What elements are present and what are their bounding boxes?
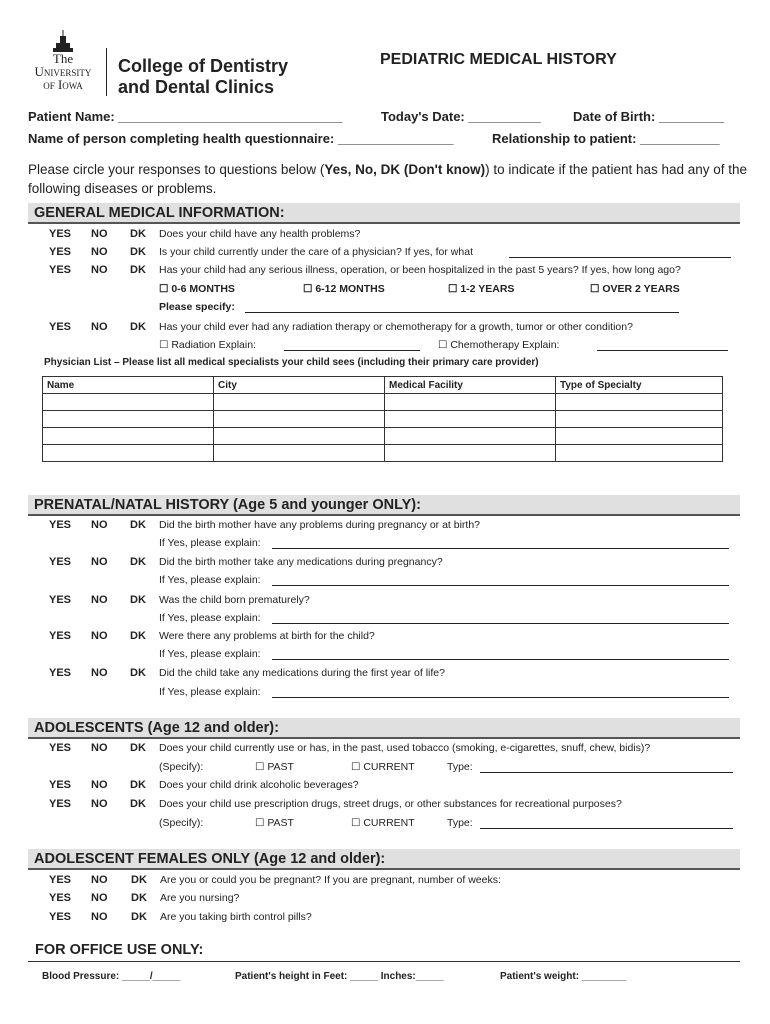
physician-list-note: Physician List – Please list all medical specialists your child sees (including their primary care provider) xyxy=(44,357,539,368)
radiation-explain-line[interactable] xyxy=(284,340,420,351)
no-option[interactable]: NO xyxy=(91,246,108,258)
column-name: Name xyxy=(43,377,214,394)
table-cell[interactable] xyxy=(43,428,214,445)
table-row[interactable] xyxy=(43,428,723,445)
dk-option[interactable]: DK xyxy=(130,228,146,240)
checkbox-0-6-months[interactable]: ☐ 0-6 MONTHS xyxy=(159,283,235,295)
logo-wordmark xyxy=(28,52,98,91)
document-title: PEDIATRIC MEDICAL HISTORY xyxy=(380,51,617,68)
no-option[interactable]: NO xyxy=(91,630,108,642)
yes-option[interactable]: YES xyxy=(49,742,72,754)
column-city: City xyxy=(214,377,385,394)
dk-option[interactable]: DK xyxy=(131,911,147,923)
table-cell[interactable] xyxy=(385,445,556,462)
yes-option[interactable]: YES xyxy=(49,874,72,886)
dk-option[interactable]: DK xyxy=(130,798,146,810)
office-divider xyxy=(28,961,740,962)
column-medical-facility: Medical Facility xyxy=(385,377,556,394)
yes-option[interactable]: YES xyxy=(49,798,72,810)
height-field[interactable]: Patient's height in Feet: _____ Inches:_____ xyxy=(235,971,444,982)
no-option[interactable]: NO xyxy=(91,911,108,923)
logo-university: University xyxy=(34,64,92,79)
question-text: Are you taking birth control pills? xyxy=(160,911,312,923)
no-option[interactable]: NO xyxy=(91,556,108,568)
office-use-heading: FOR OFFICE USE ONLY: xyxy=(35,942,204,958)
question-text: Is your child currently under the care of a physician? If yes, for what xyxy=(159,246,473,258)
yes-option[interactable]: YES xyxy=(49,594,72,606)
question-text: Did the child take any medications during the first year of life? xyxy=(159,667,445,679)
no-option[interactable]: NO xyxy=(91,519,108,531)
explain-label: If Yes, please explain: xyxy=(159,686,261,698)
explain-line[interactable] xyxy=(272,687,729,698)
no-option[interactable]: NO xyxy=(91,228,108,240)
table-cell[interactable] xyxy=(43,394,214,411)
logo-divider xyxy=(106,48,107,96)
instructions xyxy=(28,160,748,198)
question-text: Are you or could you be pregnant? If you are pregnant, number of weeks: xyxy=(160,874,501,886)
no-option[interactable]: NO xyxy=(91,742,108,754)
question-text: Has your child ever had any radiation therapy or chemotherapy for a growth, tumor or other condition? xyxy=(159,321,633,333)
no-option[interactable]: NO xyxy=(91,798,108,810)
table-cell[interactable] xyxy=(556,428,723,445)
yes-option[interactable]: YES xyxy=(49,228,72,240)
table-cell[interactable] xyxy=(43,445,214,462)
current-checkbox[interactable]: ☐ CURRENT xyxy=(351,817,415,829)
no-option[interactable]: NO xyxy=(91,874,108,886)
table-cell[interactable] xyxy=(214,428,385,445)
explain-line[interactable] xyxy=(272,649,729,660)
prenatal-heading: PRENATAL/NATAL HISTORY (Age 5 and younger ONLY): xyxy=(28,495,740,516)
todays-date-field[interactable]: Today's Date: __________ xyxy=(381,109,541,124)
specify-label: (Specify): xyxy=(159,817,204,829)
university-logo xyxy=(28,30,298,100)
explain-label: If Yes, please explain: xyxy=(159,574,261,586)
checkbox-over-2-years[interactable]: ☐ OVER 2 YEARS xyxy=(590,283,680,295)
table-row[interactable] xyxy=(43,445,723,462)
dk-option[interactable]: DK xyxy=(130,779,146,791)
type-label: Type: xyxy=(447,761,473,773)
college-name xyxy=(118,56,288,98)
logo-the: The xyxy=(52,51,74,66)
type-line[interactable] xyxy=(480,762,733,773)
question-text: Does your child have any health problems? xyxy=(159,228,361,240)
logo-of-iowa: of Iowa xyxy=(43,77,83,92)
checkbox-1-2-years[interactable]: ☐ 1-2 YEARS xyxy=(448,283,515,295)
person-completing-field[interactable]: Name of person completing health questionnaire: ________________ xyxy=(28,131,454,146)
type-label: Type: xyxy=(447,817,473,829)
table-cell[interactable] xyxy=(556,445,723,462)
question-text: Has your child had any serious illness, operation, or been hospitalized in the past 5 years? If yes, how long ago? xyxy=(159,264,681,276)
explain-label: If Yes, please explain: xyxy=(159,648,261,660)
table-cell[interactable] xyxy=(385,428,556,445)
question-text: Did the birth mother take any medications during pregnancy? xyxy=(159,556,443,568)
dk-option[interactable]: DK xyxy=(130,246,146,258)
table-cell[interactable] xyxy=(385,411,556,428)
college-line-2: and Dental Clinics xyxy=(118,77,275,97)
table-row[interactable] xyxy=(43,411,723,428)
weight-field[interactable]: Patient's weight: ________ xyxy=(500,971,627,982)
question-text: Were there any problems at birth for the child? xyxy=(159,630,375,642)
intro-before: Please circle your responses to questions below ( xyxy=(28,162,325,177)
past-checkbox[interactable]: ☐ PAST xyxy=(255,761,294,773)
table-cell[interactable] xyxy=(556,394,723,411)
yes-option[interactable]: YES xyxy=(49,519,72,531)
explain-label: If Yes, please explain: xyxy=(159,612,261,624)
dk-option[interactable]: DK xyxy=(130,667,146,679)
yes-option[interactable]: YES xyxy=(49,779,72,791)
yes-option[interactable]: YES xyxy=(49,911,72,923)
column-type-of-specialty: Type of Specialty xyxy=(556,377,723,394)
radiation-checkbox[interactable]: ☐ Radiation Explain: xyxy=(159,339,256,351)
blood-pressure-field[interactable]: Blood Pressure: _____/_____ xyxy=(42,971,181,982)
yes-option[interactable]: YES xyxy=(49,630,72,642)
dk-option[interactable]: DK xyxy=(131,892,147,904)
explain-label: If Yes, please explain: xyxy=(159,537,261,549)
table-cell[interactable] xyxy=(556,411,723,428)
yes-option[interactable]: YES xyxy=(49,667,72,679)
dk-option[interactable]: DK xyxy=(130,630,146,642)
checkbox-6-12-months[interactable]: ☐ 6-12 MONTHS xyxy=(303,283,385,295)
chemo-explain-line[interactable] xyxy=(597,340,728,351)
dk-option[interactable]: DK xyxy=(130,556,146,568)
current-checkbox[interactable]: ☐ CURRENT xyxy=(351,761,415,773)
dk-option[interactable]: DK xyxy=(131,874,147,886)
physician-table xyxy=(42,376,723,462)
dk-option[interactable]: DK xyxy=(130,519,146,531)
yes-option[interactable]: YES xyxy=(49,892,72,904)
date-of-birth-field[interactable]: Date of Birth: _________ xyxy=(573,109,725,124)
question-text: Does your child currently use or has, in the past, used tobacco (smoking, e-cigarettes, snuff, chew, bidis)? xyxy=(159,742,651,754)
dk-option[interactable]: DK xyxy=(130,594,146,606)
dk-option[interactable]: DK xyxy=(130,742,146,754)
chemotherapy-checkbox[interactable]: ☐ Chemotherapy Explain: xyxy=(438,339,560,351)
answer-line[interactable] xyxy=(509,247,731,258)
please-specify-label: Please specify: xyxy=(159,301,235,313)
dk-option[interactable]: DK xyxy=(130,321,146,333)
no-option[interactable]: NO xyxy=(91,264,108,276)
past-checkbox[interactable]: ☐ PAST xyxy=(255,817,294,829)
no-option[interactable]: NO xyxy=(91,892,108,904)
question-text: Are you nursing? xyxy=(160,892,240,904)
college-line-1: College of Dentistry xyxy=(118,56,289,76)
specify-label: (Specify): xyxy=(159,761,204,773)
relationship-field[interactable]: Relationship to patient: ___________ xyxy=(492,131,720,146)
no-option[interactable]: NO xyxy=(91,667,108,679)
question-text: Does your child drink alcoholic beverages? xyxy=(159,779,359,791)
question-text: Did the birth mother have any problems during pregnancy or at birth? xyxy=(159,519,481,531)
table-cell[interactable] xyxy=(214,411,385,428)
yes-option[interactable]: YES xyxy=(49,246,72,258)
table-cell[interactable] xyxy=(43,411,214,428)
dk-option[interactable]: DK xyxy=(130,264,146,276)
table-cell[interactable] xyxy=(385,394,556,411)
type-line[interactable] xyxy=(480,818,733,829)
table-cell[interactable] xyxy=(214,394,385,411)
question-text: Does your child use prescription drugs, street drugs, or other substances for recreational purposes? xyxy=(159,798,622,810)
no-option[interactable]: NO xyxy=(91,779,108,791)
general-medical-heading: GENERAL MEDICAL INFORMATION: xyxy=(28,203,740,224)
yes-option[interactable]: YES xyxy=(49,321,72,333)
yes-option[interactable]: YES xyxy=(49,264,72,276)
please-specify-line[interactable] xyxy=(245,302,679,313)
females-heading: ADOLESCENT FEMALES ONLY (Age 12 and older): xyxy=(28,849,740,870)
yes-option[interactable]: YES xyxy=(49,556,72,568)
intro-bold: Yes, No, DK (Don't know) xyxy=(324,162,486,177)
patient-name-field[interactable]: Patient Name: _______________________________ xyxy=(28,109,343,124)
adolescents-heading: ADOLESCENTS (Age 12 and older): xyxy=(28,718,740,739)
explain-line[interactable] xyxy=(272,575,729,586)
table-cell[interactable] xyxy=(214,445,385,462)
intro-after: ) to indicate if the patient has had any of the following diseases or problems. xyxy=(28,162,748,196)
explain-line[interactable] xyxy=(272,613,729,624)
table-header-row xyxy=(43,377,723,394)
table-row[interactable] xyxy=(43,394,723,411)
explain-line[interactable] xyxy=(272,538,729,549)
no-option[interactable]: NO xyxy=(91,594,108,606)
question-text: Was the child born prematurely? xyxy=(159,594,310,606)
no-option[interactable]: NO xyxy=(91,321,108,333)
